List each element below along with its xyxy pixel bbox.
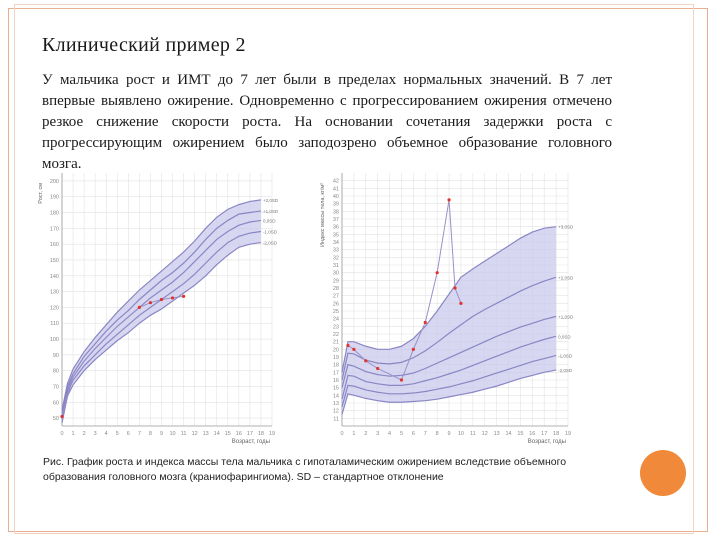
y-tick-label: 70 [52,384,59,391]
x-tick-label: 0 [340,431,344,437]
sd-label: +2,0SD [262,197,279,203]
y-tick-label: 13 [332,401,339,407]
y-tick-label: 20 [332,347,339,354]
y-tick-label: 150 [49,257,59,264]
x-tick-label: 7 [423,431,427,437]
y-tick-label: 11 [333,416,339,423]
y-tick-label: 90 [52,352,59,359]
patient-point [424,321,427,324]
bmi-chart [318,165,590,450]
patient-point [376,367,379,370]
patient-point [412,348,415,351]
x-tick-label: 11 [180,431,187,437]
y-tick-label: 41 [332,186,339,193]
height-chart [36,165,298,450]
x-axis-label: Возраст, годы [231,439,270,445]
x-tick-label: 13 [202,431,209,437]
y-tick-label: 80 [52,368,59,375]
x-tick-label: 15 [517,431,524,437]
x-tick-label: 18 [553,431,560,437]
y-tick-label: 14 [332,393,339,400]
y-tick-label: 38 [332,209,339,216]
x-tick-label: 8 [435,431,439,437]
y-tick-label: 190 [49,194,59,201]
y-tick-label: 110 [50,321,59,328]
x-tick-label: 11 [469,431,476,437]
sd-label: +1,0SD [558,314,574,320]
x-tick-label: 19 [268,431,276,437]
y-tick-label: 180 [49,210,59,217]
x-tick-label: 16 [529,431,536,437]
x-tick-label: 13 [493,431,500,437]
x-tick-label: 3 [376,431,380,437]
patient-point [453,286,456,289]
sd-label: -2,0SD [262,240,277,246]
x-tick-label: 6 [126,431,130,437]
sd-label: +3,0SD [558,224,574,230]
slide-title: Клинический пример 2 [42,34,246,56]
x-tick-label: 14 [213,431,220,437]
x-tick-label: 6 [411,431,415,437]
y-tick-label: 42 [332,178,339,185]
y-tick-label: 27 [332,293,339,300]
y-tick-label: 25 [332,309,339,315]
x-tick-label: 2 [82,431,86,437]
y-tick-label: 160 [49,242,59,249]
patient-point [171,296,174,299]
y-tick-label: 200 [49,178,59,185]
x-tick-label: 0 [60,431,64,437]
y-axis-label: Рост, см [38,183,44,204]
sd-label: -1,0SD [558,353,573,359]
sd-label: -2,0SD [558,368,573,374]
x-tick-label: 10 [169,431,176,437]
x-tick-label: 2 [364,431,368,437]
patient-point [400,378,403,381]
x-tick-label: 5 [399,431,404,437]
patient-point [160,298,163,301]
y-tick-label: 16 [332,378,339,384]
x-tick-label: 9 [447,431,451,437]
y-tick-label: 15 [332,385,339,392]
x-tick-label: 1 [352,431,356,437]
patient-point [459,302,462,305]
y-tick-label: 19 [332,355,339,361]
slide-body-text: У мальчика рост и ИМТ до 7 лет были в пределах нормальных значений. В 7 лет впервые выявлено ожирение. Одновременно с прогрессированием ожирения отмечено резкое снижение скорости роста. На основании сочетания задержки роста с прогрессирующим ожирением было заподозрено объемное образование головного мозга. [42,72,612,172]
patient-point [447,198,450,201]
y-tick-label: 35 [332,232,339,239]
sd-label: -1,0SD [262,229,277,235]
y-tick-label: 12 [332,408,339,415]
y-tick-label: 36 [332,224,339,231]
x-tick-label: 16 [235,431,242,437]
patient-point [436,271,439,274]
y-axis-label: Индекс массы тела, кг/м² [320,183,326,248]
patient-point [60,415,63,418]
x-tick-label: 17 [246,431,253,437]
patient-point [346,344,349,347]
x-tick-label: 8 [148,431,152,437]
patient-point [352,348,355,351]
y-tick-label: 22 [332,332,339,338]
x-tick-label: 9 [159,431,164,437]
y-tick-label: 60 [52,400,59,407]
y-tick-label: 33 [332,247,339,254]
y-tick-label: 28 [332,286,339,292]
y-tick-label: 40 [332,194,339,200]
y-tick-label: 23 [332,324,339,331]
accent-circle [640,450,686,496]
y-tick-label: 31 [332,263,339,269]
x-tick-label: 4 [104,431,108,437]
x-tick-label: 15 [224,431,231,437]
figure-caption: Рис. График роста и индекса массы тела мальчика с гипоталамическим ожирением вследствие объемного образования головного мозга (краниофарингиома). SD – стандартное отклонение [43,456,567,483]
y-tick-label: 21 [332,339,339,346]
sd-label: 0,0SD [558,334,571,340]
y-tick-label: 26 [332,301,339,308]
patient-point [182,295,185,298]
x-tick-label: 10 [457,431,465,437]
y-tick-label: 30 [332,270,339,277]
x-tick-label: 4 [388,431,392,437]
y-tick-label: 29 [332,278,339,285]
x-tick-label: 19 [564,431,572,437]
x-tick-label: 14 [505,431,512,437]
y-tick-label: 17 [332,370,339,377]
x-tick-label: 7 [137,431,141,437]
patient-point [364,359,367,362]
y-tick-label: 100 [49,337,59,344]
x-tick-label: 17 [541,431,548,437]
x-tick-label: 12 [481,431,488,437]
patient-point [138,306,141,309]
y-tick-label: 50 [52,416,59,423]
patient-point [149,301,152,304]
sd-label: +1,0SD [262,208,279,214]
x-tick-label: 5 [115,431,119,437]
y-tick-label: 140 [49,273,59,280]
y-tick-label: 34 [332,240,339,246]
y-tick-label: 130 [49,289,59,296]
y-tick-label: 18 [332,362,339,369]
x-axis-label: Возраст, годы [527,439,566,445]
sd-label: +2,0SD [558,275,574,281]
y-tick-label: 39 [332,201,339,208]
y-tick-label: 32 [332,255,339,262]
x-tick-label: 1 [71,431,75,437]
sd-label: 0,0SD [262,218,276,224]
y-tick-label: 170 [49,226,59,233]
y-tick-label: 37 [332,217,339,223]
y-tick-label: 120 [49,305,59,312]
y-tick-label: 24 [332,316,339,323]
x-tick-label: 18 [257,431,265,437]
x-tick-label: 3 [93,431,97,437]
x-tick-label: 12 [191,431,198,437]
